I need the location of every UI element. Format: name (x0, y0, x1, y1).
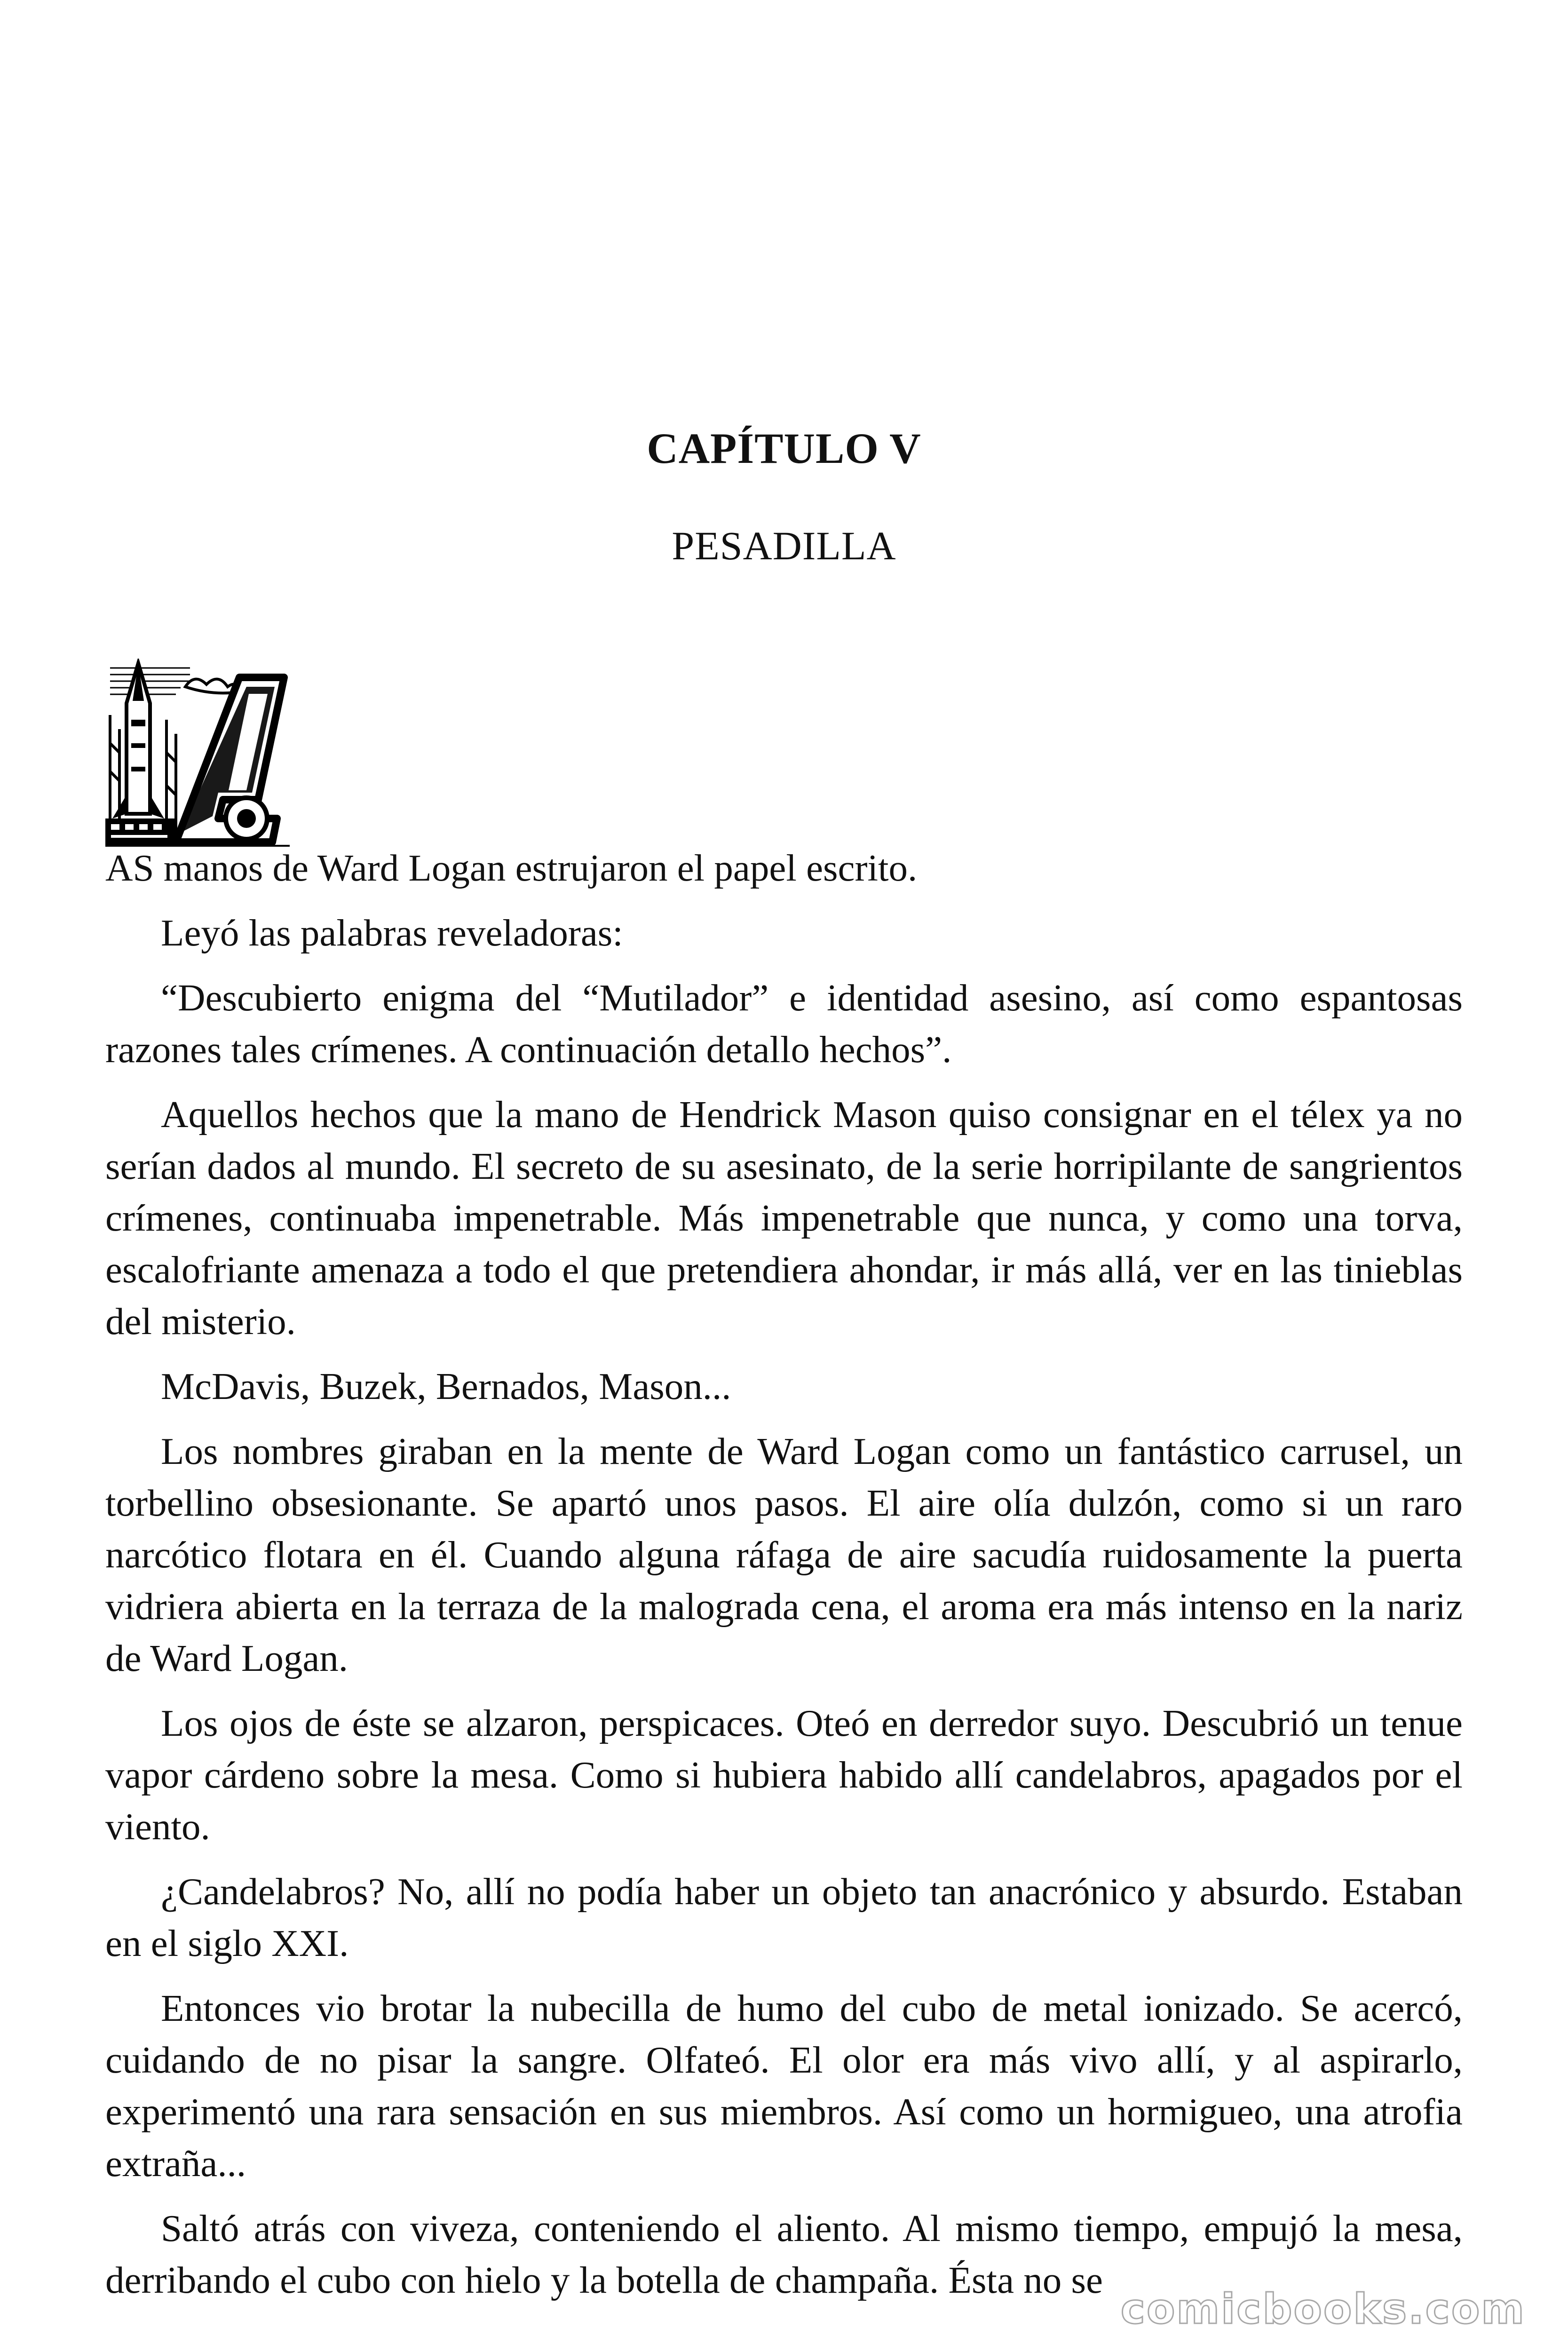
chapter-subtitle: PESADILLA (672, 523, 896, 568)
paragraph: “Descubierto enigma del “Mutilador” e identidad asesino, así como espantosas razones tales crímenes. A continuación detallo hechos”. (105, 977, 1463, 1071)
paragraph: ¿Candelabros? No, allí no podía haber un objeto tan anacrónico y absurdo. Estaban en el siglo XXI. (105, 1870, 1463, 1964)
paragraph: McDavis, Buzek, Bernados, Mason... (161, 1365, 731, 1407)
paragraph: Aquellos hechos que la mano de Hendrick Mason quiso consignar en el télex ya no serían dados al mundo. El secreto de su asesinato, de la serie horripilante de sangrientos crímenes, continuaba impenetrable. Más impenetrable que nunca, y como una torva, escalofriante amenaza a todo el que pretendiera ahondar, ir más allá, ver en las tinieblas del misterio. (105, 1093, 1463, 1343)
paragraph: Leyó las palabras reveladoras: (161, 912, 623, 954)
paragraph: Los nombres giraban en la mente de Ward Logan como un fantástico carrusel, un torbellino obsesionante. Se apartó unos pasos. El aire olía dulzón, como si un raro narcótico flotara en él. Cuando alguna ráfaga de aire sacudía ruidosamente la puerta vidriera abierta en la terraza de la malograda cena, el aroma era más intenso en la nariz de Ward Logan. (105, 1430, 1463, 1679)
watermark: comicbooks.com (1120, 2285, 1526, 2333)
paragraph: AS manos de Ward Logan estrujaron el papel escrito. (105, 847, 918, 889)
body-text (105, 842, 1463, 2319)
paragraph: Saltó atrás con viveza, conteniendo el aliento. Al mismo tiempo, empujó la mesa, derribando el cubo con hielo y la botella de champaña. Ésta no se (105, 2207, 1463, 2301)
paragraph: Los ojos de éste se alzaron, perspicaces. Oteó en derredor suyo. Descubrió un tenue vapor cárdeno sobre la mesa. Como si hubiera habido allí candelabros, apagados por el viento. (105, 1702, 1463, 1848)
paragraph: Entonces vio brotar la nubecilla de humo del cubo de metal ionizado. Se acercó, cuidando de no pisar la sangre. Olfateó. El olor era más vivo allí, y al aspirarlo, experimentó una rara sensación en sus miembros. Así como un hormigueo, una atrofia extraña... (105, 1987, 1463, 2185)
book-page (105, 0, 1463, 2352)
dropcap-illustration-icon (105, 659, 290, 847)
chapter-title: CAPÍTULO V (647, 424, 921, 472)
